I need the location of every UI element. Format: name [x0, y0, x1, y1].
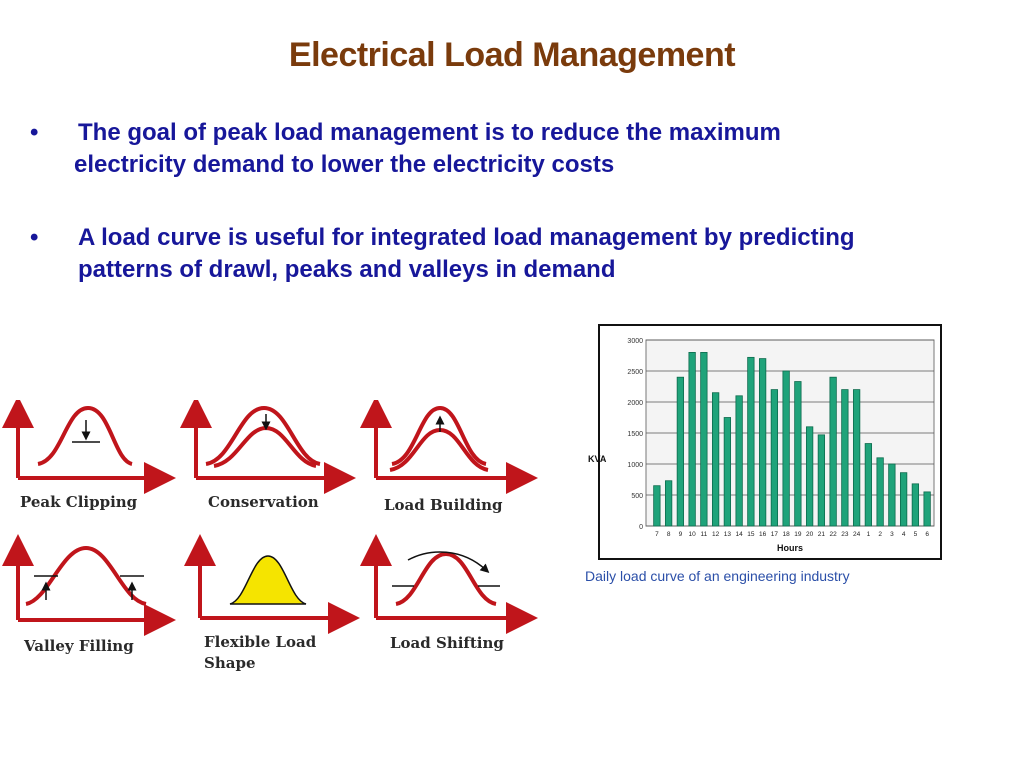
- load-curve-chart: [588, 326, 940, 558]
- bar: [701, 352, 707, 526]
- bar: [830, 377, 836, 526]
- x-tick-label: 3: [890, 531, 894, 538]
- load-curve-chart-frame: [588, 324, 942, 560]
- bullet-load-curve-use: [30, 222, 990, 292]
- x-tick-label: 5: [913, 531, 918, 538]
- y-tick-label: 1500: [627, 431, 643, 438]
- x-tick-label: 6: [925, 531, 929, 538]
- bullet-text-line1: The goal of peak load management is to reduce the maximum: [78, 119, 781, 146]
- bar: [924, 492, 930, 526]
- x-tick-label: 24: [853, 531, 861, 538]
- diagram-label-load-shifting: Load Shifting: [390, 634, 504, 652]
- bar: [865, 444, 871, 526]
- bar: [818, 435, 824, 526]
- bar: [806, 427, 812, 526]
- bar: [912, 484, 918, 526]
- diagram-label-flexible-load-line2: Shape: [204, 654, 256, 672]
- y-tick-label: 2500: [627, 369, 643, 376]
- bar: [654, 486, 660, 526]
- bar: [724, 418, 730, 527]
- y-tick-label: 500: [631, 493, 643, 500]
- x-tick-label: 20: [806, 531, 814, 538]
- x-tick-label: 16: [759, 531, 767, 538]
- bar: [795, 382, 801, 526]
- bar: [889, 464, 895, 526]
- bullet-text-line2: electricity demand to lower the electricity costs: [74, 151, 615, 178]
- bar: [877, 458, 883, 526]
- x-tick-label: 21: [817, 531, 825, 538]
- x-tick-label: 7: [655, 531, 659, 538]
- bullet-marker: •: [30, 119, 39, 146]
- x-tick-label: 4: [901, 531, 906, 538]
- diagram-label-conservation: Conservation: [208, 493, 319, 511]
- diagram-label-load-building: Load Building: [384, 496, 503, 514]
- y-tick-label: 2000: [627, 400, 643, 407]
- y-tick-label: 3000: [627, 338, 643, 345]
- bar: [759, 359, 765, 526]
- bar: [677, 377, 683, 526]
- x-tick-label: 10: [688, 531, 696, 538]
- bar: [748, 357, 754, 526]
- x-tick-label: 8: [666, 531, 671, 538]
- y-tick-label: 0: [639, 524, 643, 531]
- x-tick-label: 17: [770, 531, 778, 538]
- x-tick-label: 14: [735, 531, 743, 538]
- diagram-valley-filling: [18, 548, 160, 620]
- x-tick-label: 18: [782, 531, 790, 538]
- x-tick-label: 19: [794, 531, 802, 538]
- diagram-label-valley-filling: Valley Filling: [24, 637, 134, 655]
- bar: [689, 352, 695, 526]
- x-tick-label: 13: [723, 531, 731, 538]
- y-axis-label: KVA: [588, 454, 607, 464]
- bar: [842, 390, 848, 526]
- diagram-conservation: [196, 408, 340, 478]
- x-tick-label: 22: [829, 531, 837, 538]
- bullet-peak-load-goal: [30, 117, 990, 187]
- diagram-peak-clipping: [18, 408, 160, 478]
- bar: [771, 390, 777, 526]
- x-tick-label: 12: [712, 531, 720, 538]
- bar: [783, 371, 789, 526]
- bar: [900, 473, 906, 526]
- chart-caption: Daily load curve of an engineering industry: [585, 568, 850, 584]
- bar: [665, 481, 671, 526]
- x-tick-label: 2: [878, 531, 882, 538]
- slide-title: Electrical Load Management: [288, 36, 736, 74]
- bar: [736, 396, 742, 526]
- diagram-label-flexible-load: Flexible Load: [204, 633, 317, 651]
- x-tick-label: 11: [700, 531, 708, 538]
- x-tick-label: 9: [678, 531, 683, 538]
- bullet-text-line2: patterns of drawl, peaks and valleys in demand: [78, 256, 616, 283]
- x-tick-label: 15: [747, 531, 755, 538]
- bar: [712, 393, 718, 526]
- bar: [853, 390, 859, 526]
- diagram-load-building: [376, 408, 522, 478]
- load-shape-diagrams: [0, 400, 540, 690]
- diagram-load-shifting: [376, 550, 522, 618]
- y-tick-label: 1000: [627, 462, 643, 469]
- x-tick-label: 1: [866, 531, 871, 538]
- bullet-text-line1: A load curve is useful for integrated load management by predicting: [78, 224, 855, 251]
- diagram-flexible-load-shape: [200, 550, 344, 618]
- bullet-marker: •: [30, 224, 39, 251]
- diagram-label-peak-clipping: Peak Clipping: [20, 493, 138, 511]
- x-tick-label: 23: [841, 531, 849, 538]
- x-axis-label: Hours: [776, 543, 804, 553]
